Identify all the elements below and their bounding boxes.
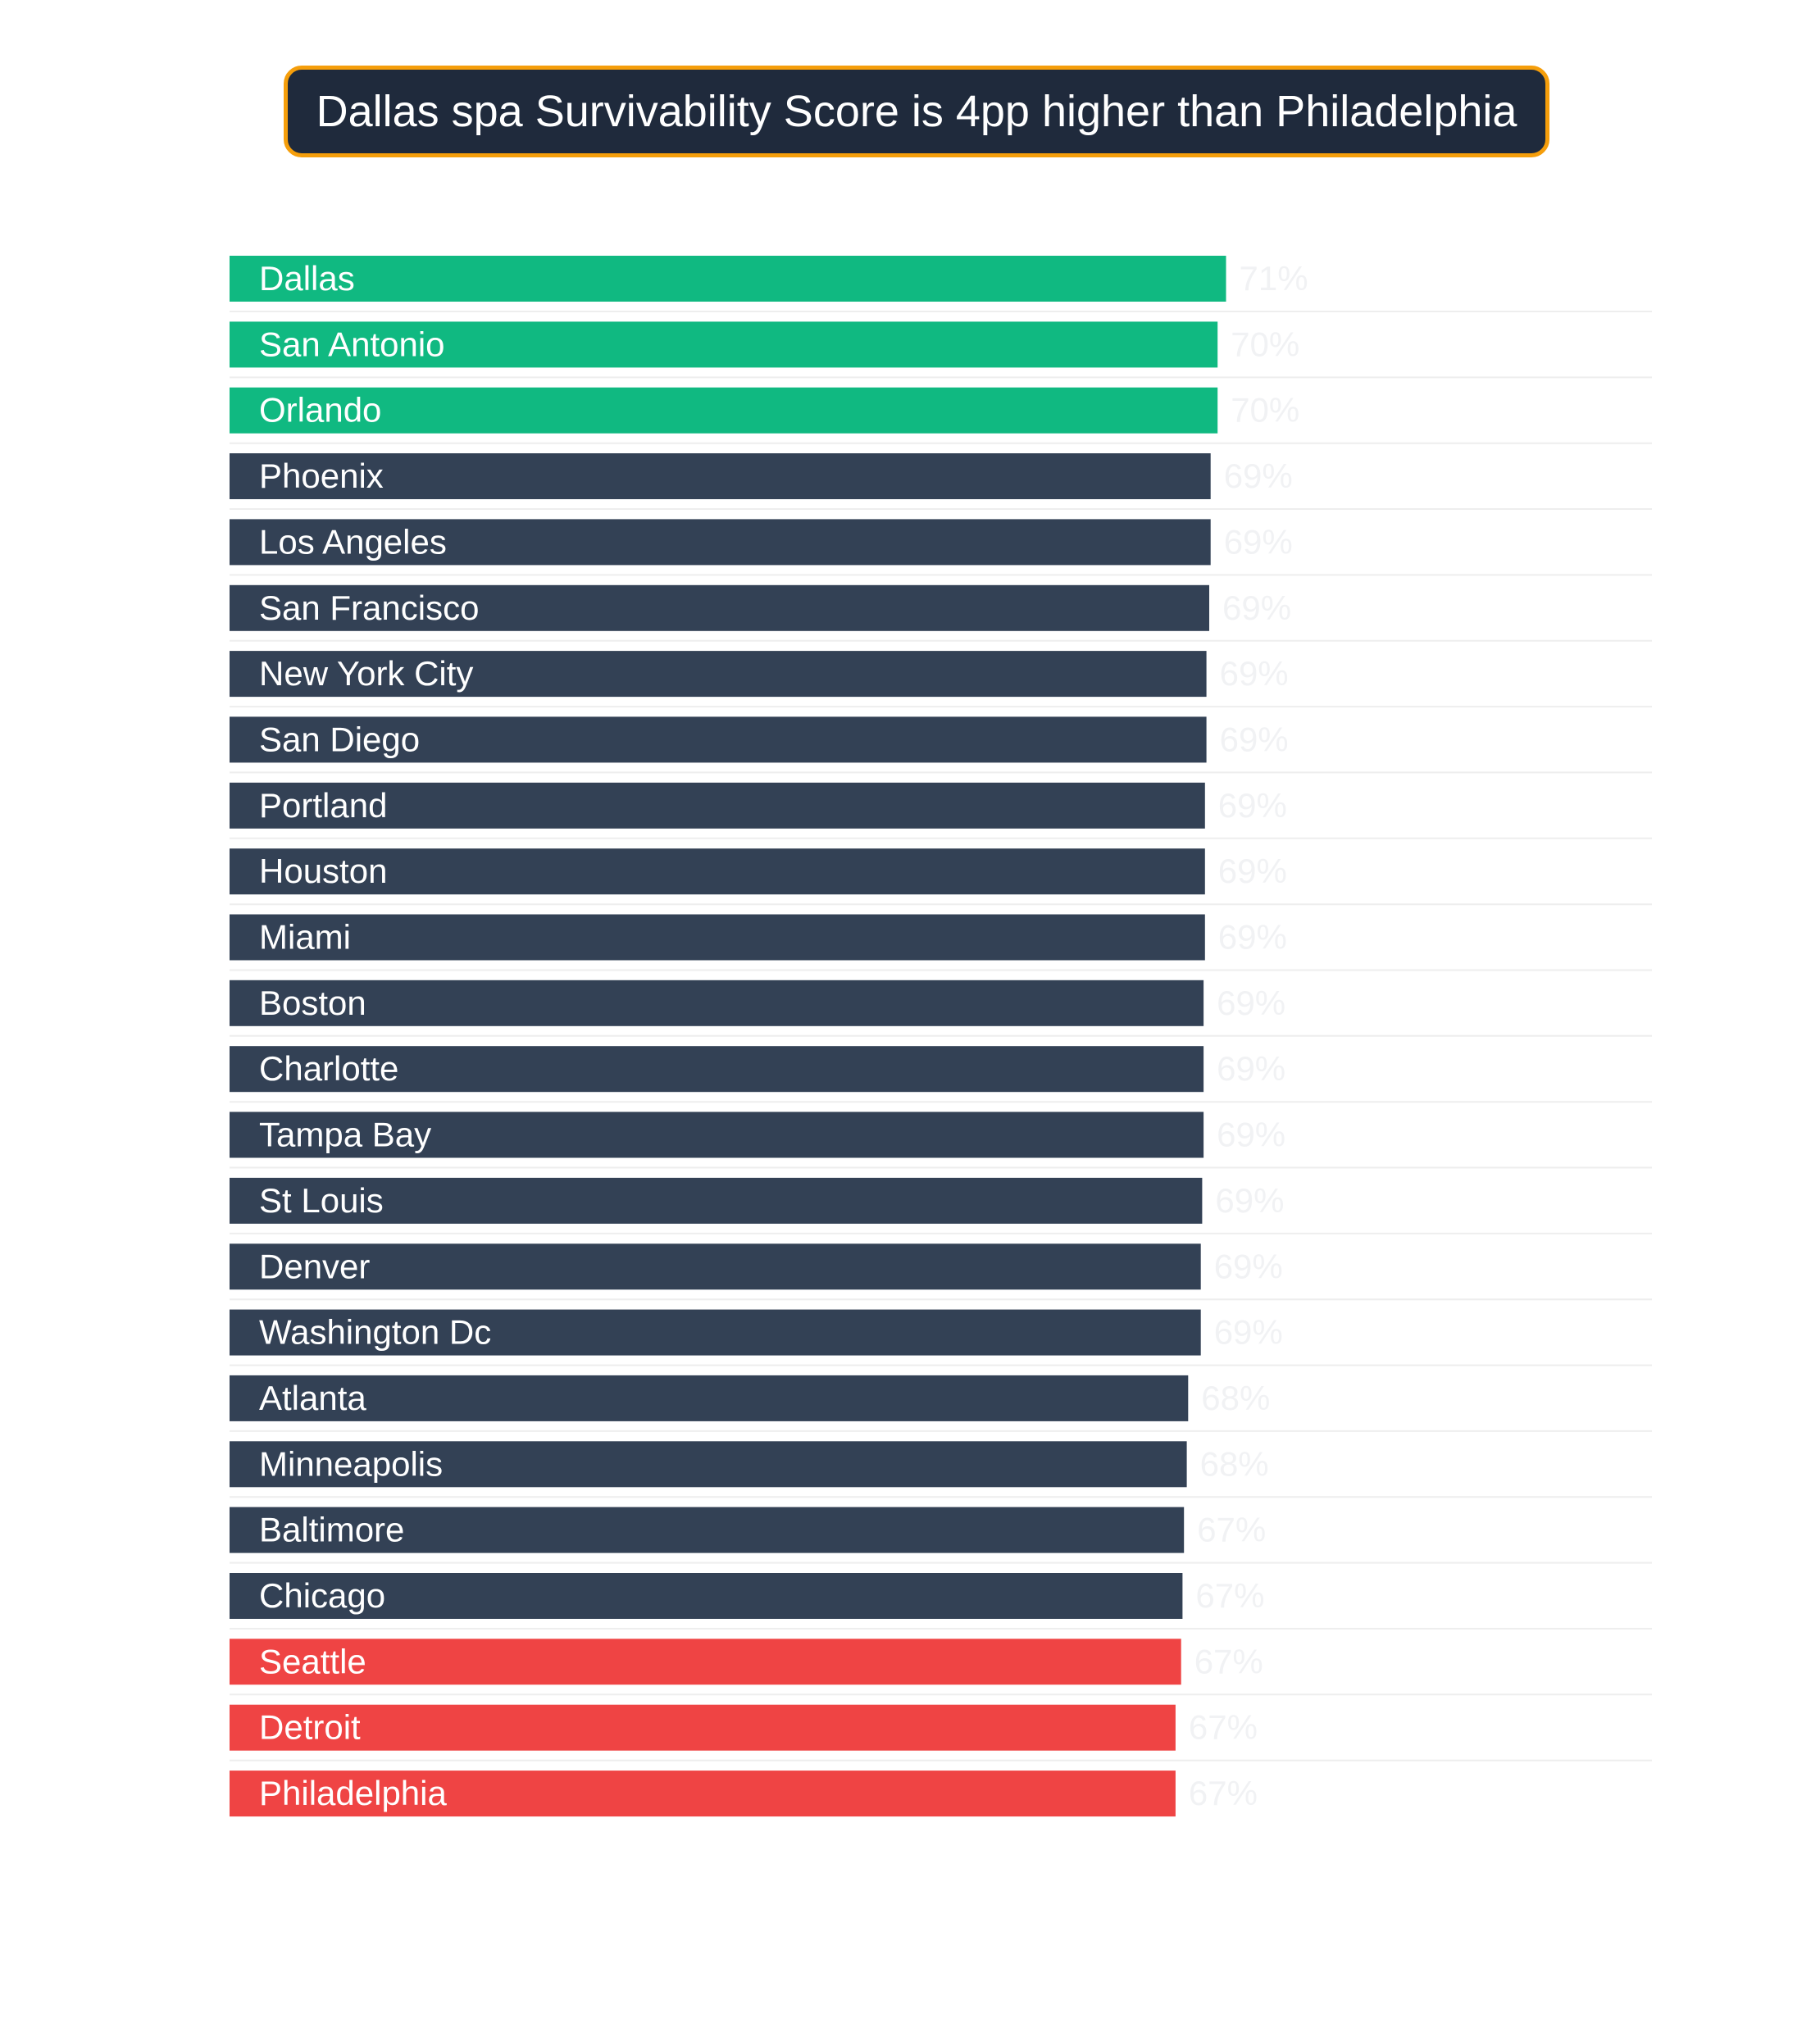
category-label: New York City bbox=[259, 654, 474, 693]
value-label: 70% bbox=[1231, 390, 1300, 430]
bar bbox=[230, 915, 1205, 961]
value-label: 69% bbox=[1219, 720, 1289, 759]
category-label: Baltimore bbox=[259, 1510, 405, 1549]
value-label: 68% bbox=[1201, 1378, 1271, 1417]
bar bbox=[230, 256, 1226, 302]
value-label: 69% bbox=[1217, 852, 1287, 891]
category-label: Atlanta bbox=[259, 1378, 366, 1417]
category-label: Boston bbox=[259, 983, 366, 1022]
value-label: 69% bbox=[1213, 1247, 1283, 1286]
category-label: Chicago bbox=[259, 1576, 386, 1615]
value-label: 70% bbox=[1231, 325, 1300, 364]
value-label: 69% bbox=[1219, 654, 1289, 693]
category-label: Houston bbox=[259, 852, 388, 891]
value-label: 69% bbox=[1215, 1180, 1285, 1220]
category-label: Denver bbox=[259, 1247, 371, 1286]
category-label: Phoenix bbox=[259, 457, 384, 495]
category-label: Miami bbox=[259, 917, 351, 957]
category-label: Los Angeles bbox=[259, 522, 447, 561]
value-label: 69% bbox=[1217, 785, 1287, 825]
category-label: Tampa Bay bbox=[259, 1115, 432, 1154]
value-label: 67% bbox=[1194, 1642, 1263, 1681]
bar bbox=[230, 980, 1203, 1026]
value-label: 67% bbox=[1188, 1774, 1258, 1813]
value-label: 69% bbox=[1223, 457, 1293, 495]
value-label: 67% bbox=[1195, 1576, 1265, 1615]
value-label: 69% bbox=[1223, 522, 1293, 561]
bar bbox=[230, 1243, 1201, 1289]
value-label: 71% bbox=[1239, 259, 1308, 298]
category-label: San Francisco bbox=[259, 588, 480, 627]
category-label: Dallas bbox=[259, 259, 355, 298]
value-label: 69% bbox=[1217, 917, 1287, 957]
value-label: 67% bbox=[1188, 1707, 1258, 1747]
category-label: Orlando bbox=[259, 390, 382, 430]
bar bbox=[230, 1705, 1176, 1751]
category-label: Washington Dc bbox=[259, 1312, 492, 1352]
value-label: 69% bbox=[1217, 1115, 1286, 1154]
value-label: 68% bbox=[1199, 1444, 1269, 1484]
value-label: 67% bbox=[1197, 1510, 1267, 1549]
category-label: Seattle bbox=[259, 1642, 366, 1681]
value-label: 69% bbox=[1222, 588, 1292, 627]
category-label: St Louis bbox=[259, 1180, 384, 1220]
value-label: 69% bbox=[1213, 1312, 1283, 1352]
chart-title: Dallas spa Survivability Score is 4pp higher than Philadelphia bbox=[316, 87, 1517, 136]
category-label: Charlotte bbox=[259, 1049, 399, 1089]
value-label: 69% bbox=[1217, 1049, 1286, 1089]
bar bbox=[230, 1375, 1188, 1421]
value-label: 69% bbox=[1217, 983, 1286, 1022]
category-label: Minneapolis bbox=[259, 1444, 444, 1484]
bar bbox=[230, 1639, 1181, 1684]
category-label: Philadelphia bbox=[259, 1774, 447, 1813]
category-label: Detroit bbox=[259, 1707, 361, 1747]
category-label: San Antonio bbox=[259, 325, 445, 364]
category-label: Portland bbox=[259, 785, 388, 825]
category-label: San Diego bbox=[259, 720, 421, 759]
